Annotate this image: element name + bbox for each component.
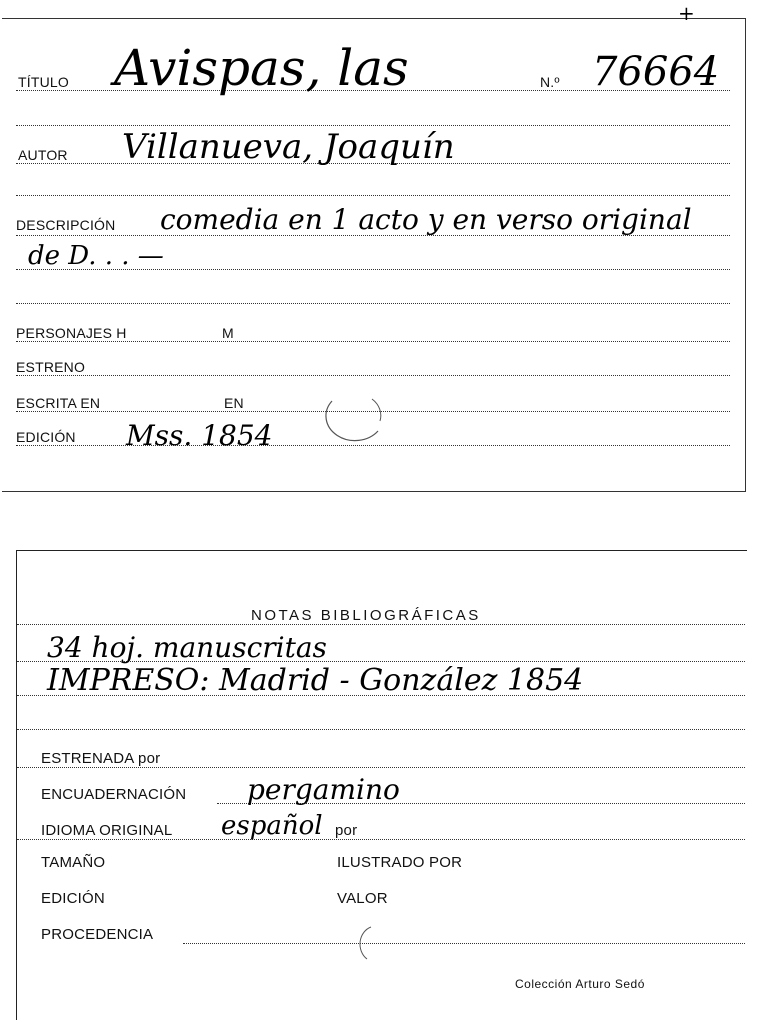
procedencia-label: PROCEDENCIA (41, 926, 154, 943)
descripcion-value-1: comedia en 1 acto y en verso original (160, 203, 692, 236)
note-line-1: 34 hoj. manuscritas (47, 631, 327, 664)
edicion-back-label: EDICIÓN (41, 890, 105, 907)
encuadernacion-value: pergamino (247, 773, 400, 806)
note-line-2: IMPRESO: Madrid - González 1854 (47, 663, 584, 698)
titulo-value: Avispas, las (114, 39, 409, 97)
estrenada-line (17, 767, 745, 768)
encuadernacion-label: ENCUADERNACIÓN (41, 786, 187, 803)
escrita-en-label: EN (224, 395, 244, 411)
estreno-label: ESTRENO (16, 359, 86, 375)
separator-line (16, 125, 730, 126)
coleccion-label: Colección Arturo Sedó (515, 977, 645, 991)
separator-line (16, 195, 730, 196)
numero-value: 76664 (592, 49, 720, 95)
blank-line (17, 729, 745, 730)
edicion-line (16, 445, 730, 446)
procedencia-line (183, 943, 745, 944)
personajes-m-label: M (222, 325, 234, 341)
blank-line (16, 303, 730, 304)
idioma-line (17, 839, 745, 840)
descripcion-value-2: de D. . . — (28, 241, 164, 271)
catalog-card-front (2, 1, 746, 492)
numero-label: N.º (540, 74, 560, 90)
descripcion-label: DESCRIPCIÓN (16, 217, 116, 233)
notas-title: NOTAS BIBLIOGRÁFICAS (251, 607, 481, 624)
punch-hole-mark (357, 923, 377, 963)
ilustrado-label: ILUSTRADO POR (337, 854, 463, 871)
estreno-line (16, 375, 730, 376)
catalog-card-back (16, 550, 747, 1020)
edicion-label: EDICIÓN (16, 429, 76, 445)
valor-label: VALOR (337, 890, 388, 907)
idioma-por-label: por (335, 822, 358, 839)
personajes-label: PERSONAJES H (16, 325, 127, 341)
personajes-line (16, 341, 730, 342)
estrenada-label: ESTRENADA por (41, 750, 161, 767)
plus-mark: + (678, 1, 695, 25)
autor-label: AUTOR (18, 147, 68, 163)
tamano-label: TAMAÑO (41, 854, 106, 871)
idioma-value: español (221, 811, 323, 841)
edicion-value: Mss. 1854 (126, 419, 273, 452)
idioma-label: IDIOMA ORIGINAL (41, 822, 173, 839)
notas-line (17, 624, 745, 625)
autor-value: Villanueva, Joaquín (122, 127, 455, 167)
punch-hole-mark (322, 391, 384, 443)
escrita-label: ESCRITA EN (16, 395, 101, 411)
titulo-label: TÍTULO (18, 74, 69, 90)
